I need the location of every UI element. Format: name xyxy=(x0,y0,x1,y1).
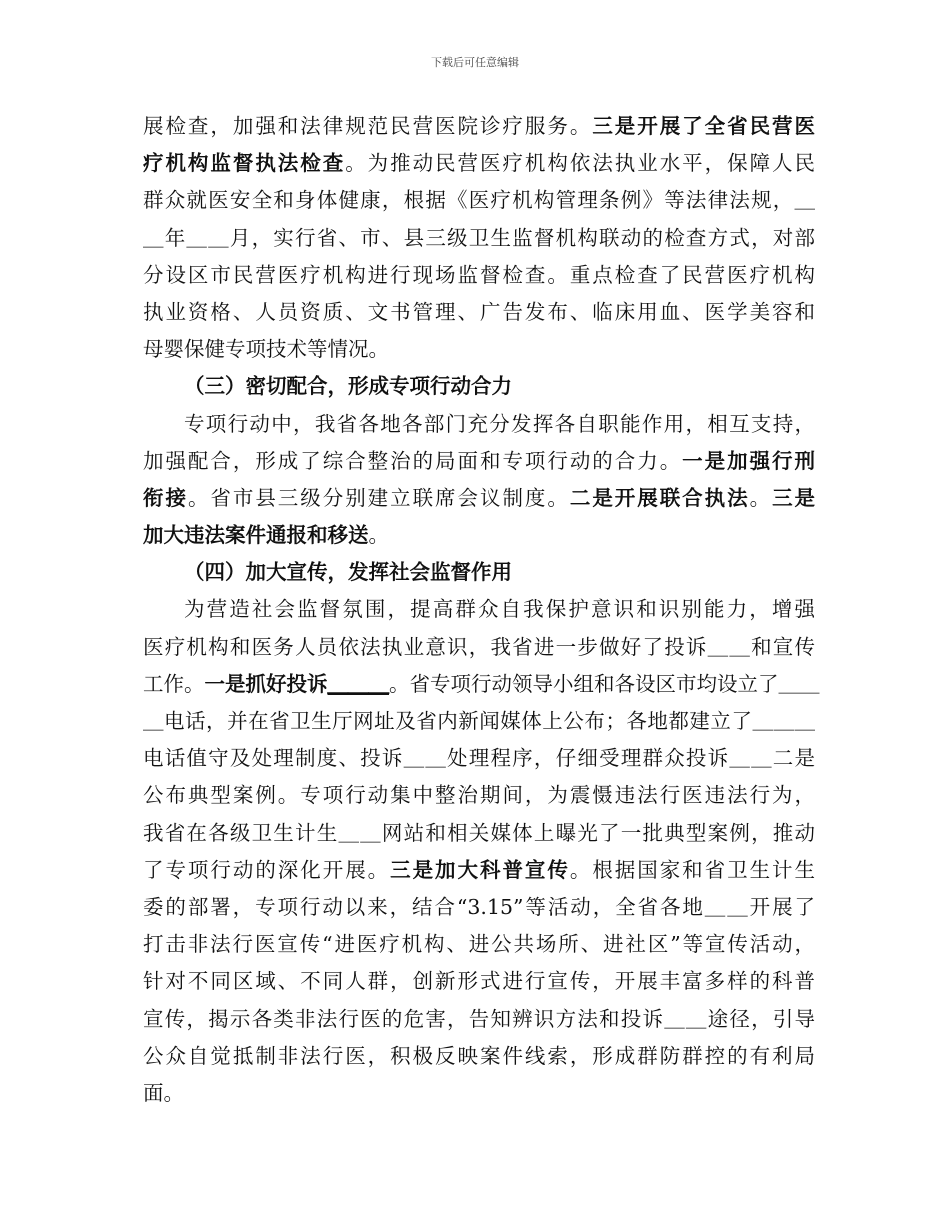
text-run: 委的部署，专项行动以来，结合“3.15”等活动，全省各地＿＿开展了 xyxy=(143,894,815,919)
body-text xyxy=(143,108,820,1112)
text-run: ＿电话，并在省卫生厅网址及省内新闻媒体上公布；各地都建立了＿＿＿ xyxy=(143,709,815,733)
text-line xyxy=(143,220,815,257)
text-run: 。省市县三级分别建立联席会议制度。 xyxy=(187,485,570,510)
text-line xyxy=(143,703,815,740)
text-run: 宣传，揭示各类非法行医的危害，告知辨识方法和投诉＿＿途径，引导 xyxy=(143,1006,815,1031)
text-line xyxy=(143,331,815,368)
text-run: ＿年＿＿月，实行省、市、县三级卫生监督机构联动的检查方式，对部 xyxy=(143,225,815,250)
text-line xyxy=(143,257,815,294)
bold-text-run: 三是 xyxy=(772,485,816,510)
section-heading-4 xyxy=(143,554,815,591)
text-run: 公布典型案例。专项行动集中整治期间，为震慑违法行医违法行为， xyxy=(143,783,815,808)
text-line xyxy=(143,629,815,666)
text-run: 针对不同区域、不同人群，创新形式进行宣传，开展丰富多样的科普 xyxy=(143,969,815,994)
text-run: 了专项行动的深化开展。 xyxy=(143,857,391,882)
page-header: 下载后可任意编辑 xyxy=(431,56,519,69)
text-line xyxy=(143,852,815,889)
text-line xyxy=(143,480,815,517)
text-line xyxy=(143,926,815,963)
bold-text-run: 加大违法案件通报和移送 xyxy=(143,523,369,548)
text-line xyxy=(143,777,815,814)
text-run: 工作。 xyxy=(143,671,205,696)
text-line xyxy=(143,182,815,219)
section-heading-3 xyxy=(143,368,815,405)
text-run: 加强配合，形成了综合整治的局面和专项行动的合力。 xyxy=(143,448,683,473)
underlined-blank: ＿＿＿ xyxy=(327,671,389,696)
text-run: 群众就医安全和身体健康，根据《医疗机构管理条例》等法律法规，＿ xyxy=(143,188,815,213)
text-run: 执业资格、人员资质、文书管理、广告发布、临床用血、医学美容和 xyxy=(143,299,815,324)
text-run: 电话值守及处理制度、投诉＿＿处理程序，仔细受理群众投诉＿＿二是 xyxy=(143,746,815,771)
text-run: 为营造社会监督氛围，提高群众自我保护意识和识别能力，增强 xyxy=(184,597,815,622)
text-run: 。 xyxy=(368,523,389,548)
bold-text-run: （四）加大宣传，发挥社会监督作用 xyxy=(184,560,512,585)
text-line xyxy=(143,145,815,182)
text-run: 。为推动民营医疗机构依法执业水平，保障人民 xyxy=(345,151,816,176)
text-line xyxy=(143,294,815,331)
text-line xyxy=(143,815,815,852)
text-run: 母婴保健专项技术等情况。 xyxy=(143,337,389,362)
text-run: 展检查，加强和法律规范民营医院诊疗服务。 xyxy=(143,114,593,138)
text-run: 公众自觉抵制非法行医，积极反映案件线索，形成群防群控的有利局 xyxy=(143,1043,815,1068)
bold-text-run: 一是抓好投诉 xyxy=(204,671,328,696)
bold-text-run: 衔接 xyxy=(143,485,188,510)
bold-text-run: 一是加强行刑 xyxy=(682,448,815,473)
bold-text-run: 三是加大科普宣传 xyxy=(390,857,570,882)
text-run: 。 xyxy=(749,485,773,510)
text-line xyxy=(143,740,815,777)
text-run: 。省专项行动领导小组和各设区市均设立了＿＿ xyxy=(389,671,820,696)
text-run: 打击非法行医宣传“进医疗机构、进公共场所、进社区”等宣传活动， xyxy=(143,932,815,957)
bold-text-run: 疗机构监督执法检查 xyxy=(143,151,346,176)
text-line xyxy=(143,666,820,703)
text-run: 专项行动中，我省各地各部门充分发挥各自职能作用，相互支持， xyxy=(184,411,815,436)
text-line xyxy=(143,591,815,628)
text-run: 分设区市民营医疗机构进行现场监督检查。重点检查了民营医疗机构 xyxy=(143,262,815,287)
text-line xyxy=(143,1038,815,1075)
text-run: 。根据国家和省卫生计生 xyxy=(569,857,816,882)
text-run: 医疗机构和医务人员依法执业意识，我省进一步做好了投诉＿＿和宣传 xyxy=(143,634,815,659)
text-line xyxy=(143,1001,815,1038)
text-line xyxy=(143,406,815,443)
bold-text-run: 二是开展联合执法 xyxy=(569,485,750,510)
text-line xyxy=(143,108,815,145)
text-run: 我省在各级卫生计生＿＿网站和相关媒体上曝光了一批典型案例，推动 xyxy=(143,820,815,845)
bold-text-run: 三是开展了全省民营医 xyxy=(592,114,816,138)
text-run: 面。 xyxy=(143,1080,184,1105)
bold-text-run: （三）密切配合，形成专项行动合力 xyxy=(184,374,512,399)
text-line xyxy=(143,1075,815,1112)
text-line xyxy=(143,889,815,926)
text-line xyxy=(143,443,815,480)
text-line xyxy=(143,517,815,554)
text-line xyxy=(143,963,815,1000)
